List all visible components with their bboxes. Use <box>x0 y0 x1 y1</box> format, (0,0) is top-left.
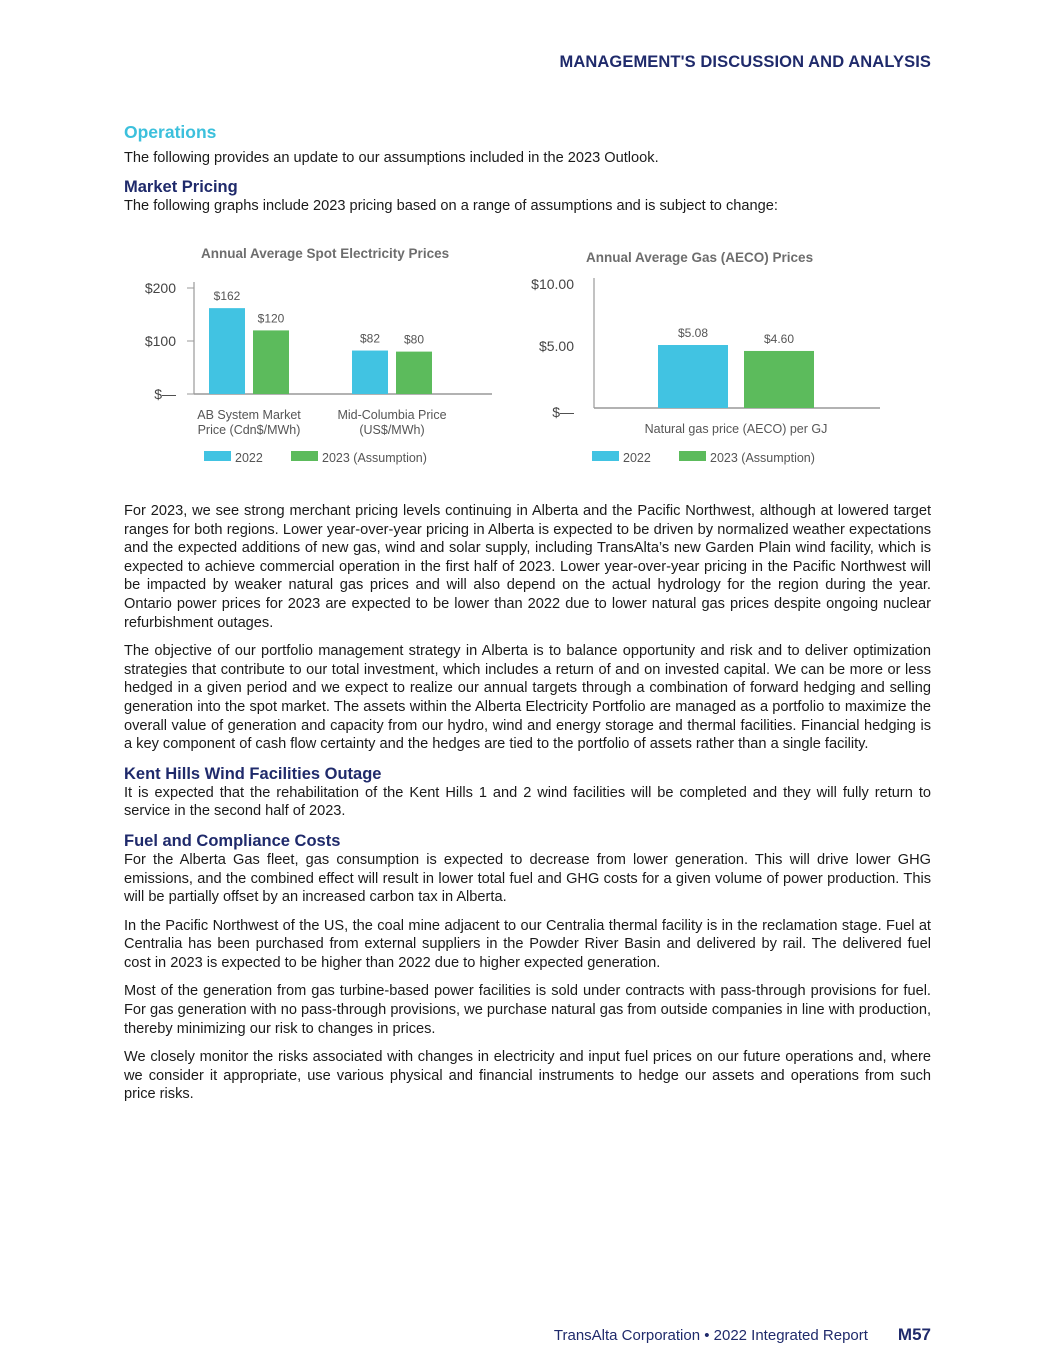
electricity-chart-svg <box>124 238 514 478</box>
legend-label: 2023 (Assumption) <box>322 451 427 465</box>
chart-title: Annual Average Spot Electricity Prices <box>201 246 450 261</box>
fuel-paragraph-2: In the Pacific Northwest of the US, the coal mine adjacent to our Centralia thermal facility is in the reclamation stage. Fuel at Centralia has been purchased from external suppliers in the Powder River Basin and delivered by rail. The delivered fuel cost in 2023 is expected to be higher than 2022 due to higher expected generation. <box>124 917 931 971</box>
legend-swatch <box>679 451 706 461</box>
x-category-label: AB System Market <box>197 408 301 422</box>
fuel-paragraph-4: We closely monitor the risks associated with changes in electricity and input fuel prices on our future operations and, where we consider it appropriate, use various physical and financial instruments to hedge our assets and operations from such price risks. <box>124 1049 931 1103</box>
x-category-label: (US$/MWh) <box>359 423 425 437</box>
legend-label: 2022 <box>623 451 651 465</box>
market-pricing-text: The following graphs include 2023 pricing based on a range of assumptions and is subject to change: <box>124 197 778 214</box>
legend-label: 2023 (Assumption) <box>710 451 815 465</box>
bar-value-label: $82 <box>359 331 381 346</box>
bar <box>744 351 814 408</box>
bar <box>209 308 245 394</box>
y-tick-label: $— <box>552 404 574 420</box>
electricity-chart <box>124 238 514 483</box>
market-pricing-heading: Market Pricing <box>124 177 238 196</box>
bar <box>658 345 728 408</box>
x-category-label: Natural gas price (AECO) per GJ <box>644 422 828 436</box>
x-category-label: Price (Cdn$/MWh) <box>197 423 301 437</box>
gas-chart <box>519 238 931 483</box>
page-footer <box>554 1325 931 1345</box>
body-text <box>124 502 931 1104</box>
y-tick-label: $100 <box>144 333 176 349</box>
charts-area <box>124 238 931 478</box>
gas-chart-svg <box>519 238 931 478</box>
intro-section <box>124 122 931 215</box>
bar-value-label: $120 <box>257 311 285 326</box>
operations-heading: Operations <box>124 122 217 142</box>
x-category-label: Mid-Columbia Price <box>337 408 447 422</box>
y-tick-label: $10.00 <box>531 276 574 292</box>
legend-swatch <box>291 451 318 461</box>
fuel-paragraph-3: Most of the generation from gas turbine-based power facilities is sold under contracts with pass-through provisions for fuel. For gas generation with no pass-through provisions, we purchase natural gas from outside companies in line with production, thereby minimizing our risk to changes in prices. <box>124 983 931 1037</box>
bar-value-label: $162 <box>213 289 241 304</box>
bar <box>352 351 388 394</box>
kent-hills-heading: Kent Hills Wind Facilities Outage <box>124 764 382 783</box>
y-tick-label: $5.00 <box>538 338 574 354</box>
bar <box>396 352 432 394</box>
fuel-paragraph-1: For the Alberta Gas fleet, gas consumption is expected to decrease from lower generation. This will drive lower GHG emissions, and the combined effect will result in lower total fuel and GHG costs for a given volume of power production. This will be partially offset by an increased carbon tax in Alberta. <box>124 851 931 906</box>
bar-value-label: $80 <box>403 332 425 347</box>
pricing-paragraph: For 2023, we see strong merchant pricing levels continuing in Alberta and the Pacific Northwest, although at lowered target ranges for both regions. Lower year-over-year pricing in Alberta is expected to be driven by normalized weather expectations and the expected additions of new gas, wind and solar supply, including TransAlta’s new Garden Plain wind facility, which is expected to achieve commercial operation in the first half of 2023. Lower year-over-year pricing in the Pacific Northwest will be impacted by weaker natural gas prices and will also depend on the actual hydrology for the region during the year. Ontario power prices for 2023 are expected to be lower than 2022 due to lower natural gas prices despite ongoing nuclear refurbishment outages. <box>124 503 931 631</box>
bar-value-label: $4.60 <box>763 331 795 346</box>
legend-swatch <box>204 451 231 461</box>
legend-swatch <box>592 451 619 461</box>
footer-text: TransAlta Corporation • 2022 Integrated Report <box>553 1327 868 1344</box>
legend-label: 2022 <box>235 451 263 465</box>
portfolio-paragraph: The objective of our portfolio management strategy in Alberta is to balance opportunity and risk and to deliver optimization strategies that contribute to our total investment, which includes a return of and on invested capital. We can be more or less hedged in a given period and we expect to realize our annual targets through a combination of forward hedging and selling generation into the spot market. The assets within the Alberta Electricity Portfolio are managed as a portfolio to maximize the overall value of generation and capacity from our hydro, wind and energy storage and thermal facilities. Financial hedging is a key component of cash flow certainty and the hedges are tied to the portfolio of assets rather than a single facility. <box>124 643 931 753</box>
y-tick-label: $— <box>154 386 176 402</box>
page-header-title: MANAGEMENT'S DISCUSSION AND ANALYSIS <box>559 53 931 71</box>
chart-title: Annual Average Gas (AECO) Prices <box>586 250 814 265</box>
bar-value-label: $5.08 <box>677 326 709 341</box>
bar <box>253 330 289 394</box>
kent-hills-paragraph: It is expected that the rehabilitation of the Kent Hills 1 and 2 wind facilities will be completed and they will fully return to service in the second half of 2023. <box>124 784 931 820</box>
fuel-costs-heading: Fuel and Compliance Costs <box>124 831 341 850</box>
y-tick-label: $200 <box>144 280 176 296</box>
page-number: M57 <box>897 1325 931 1344</box>
operations-text: The following provides an update to our assumptions included in the 2023 Outlook. <box>124 150 659 166</box>
